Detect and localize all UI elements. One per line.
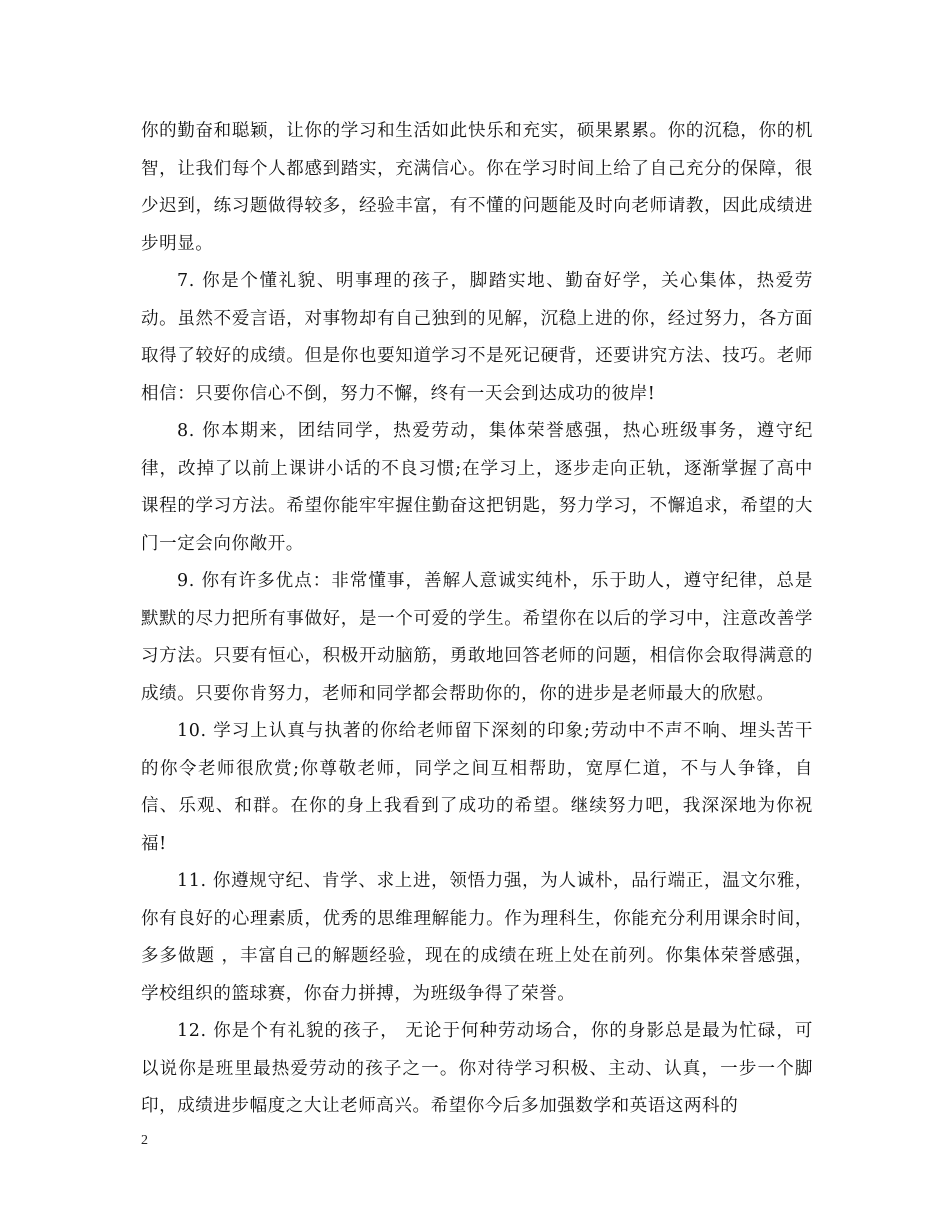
paragraph-item-12: 12. 你是个有礼貌的孩子， 无论于何种劳动场合，你的身影总是最为忙碌，可以说你是班里最热爱劳动的孩子之一。你对待学习积极、主动、认真，一步一个脚印，成绩进步幅度之大让老师高兴。希望你今后多加强数学和英语这两科的 <box>141 1021 813 1116</box>
paragraph-continuation: 你的勤奋和聪颖，让你的学习和生活如此快乐和充实，硕果累累。你的沉稳，你的机智，让我们每个人都感到踏实，充满信心。你在学习时间上给了自己充分的保障，很少迟到，练习题做得较多，经验丰富，有不懂的问题能及时向老师请教，因此成绩进步明显。 <box>141 121 813 254</box>
document-body <box>141 113 813 1126</box>
page-number: 2 <box>141 1133 148 1148</box>
paragraph-item-9: 9. 你有许多优点：非常懂事，善解人意诚实纯朴，乐于助人，遵守纪律，总是默默的尽力把所有事做好，是一个可爱的学生。希望你在以后的学习中，注意改善学习方法。只要有恒心，积极开动脑筋，勇敢地回答老师的问题，相信你会取得满意的成绩。只要你肯努力，老师和同学都会帮助你的，你的进步是老师最大的欣慰。 <box>141 571 813 704</box>
paragraph-item-11: 11. 你遵规守纪、肯学、求上进，领悟力强，为人诚朴，品行端正，温文尔雅，你有良好的心理素质，优秀的思维理解能力。作为理科生，你能充分利用课余时间，多多做题 ，丰富自己的解题经验，现在的成绩在班上处在前列。你集体荣誉感强，学校组织的篮球赛，你奋力拼搏，为班级争得了荣誉。 <box>141 871 813 1004</box>
paragraph-item-8: 8. 你本期来，团结同学，热爱劳动，集体荣誉感强，热心班级事务，遵守纪律，改掉了以前上课讲小话的不良习惯;在学习上，逐步走向正轨，逐渐掌握了高中课程的学习方法。希望你能牢牢握住勤奋这把钥匙，努力学习，不懈追求，希望的大门一定会向你敞开。 <box>141 421 813 554</box>
paragraph-item-10: 10. 学习上认真与执著的你给老师留下深刻的印象;劳动中不声不响、埋头苦干的你令老师很欣赏;你尊敬老师，同学之间互相帮助，宽厚仁道，不与人争锋，自信、乐观、和群。在你的身上我看到了成功的希望。继续努力吧，我深深地为你祝福! <box>141 721 813 854</box>
paragraph-item-7: 7. 你是个懂礼貌、明事理的孩子，脚踏实地、勤奋好学，关心集体，热爱劳动。虽然不爱言语，对事物却有自己独到的见解，沉稳上进的你，经过努力，各方面取得了较好的成绩。但是你也要知道学习不是死记硬背，还要讲究方法、技巧。老师相信：只要你信心不倒，努力不懈，终有一天会到达成功的彼岸! <box>141 271 813 404</box>
